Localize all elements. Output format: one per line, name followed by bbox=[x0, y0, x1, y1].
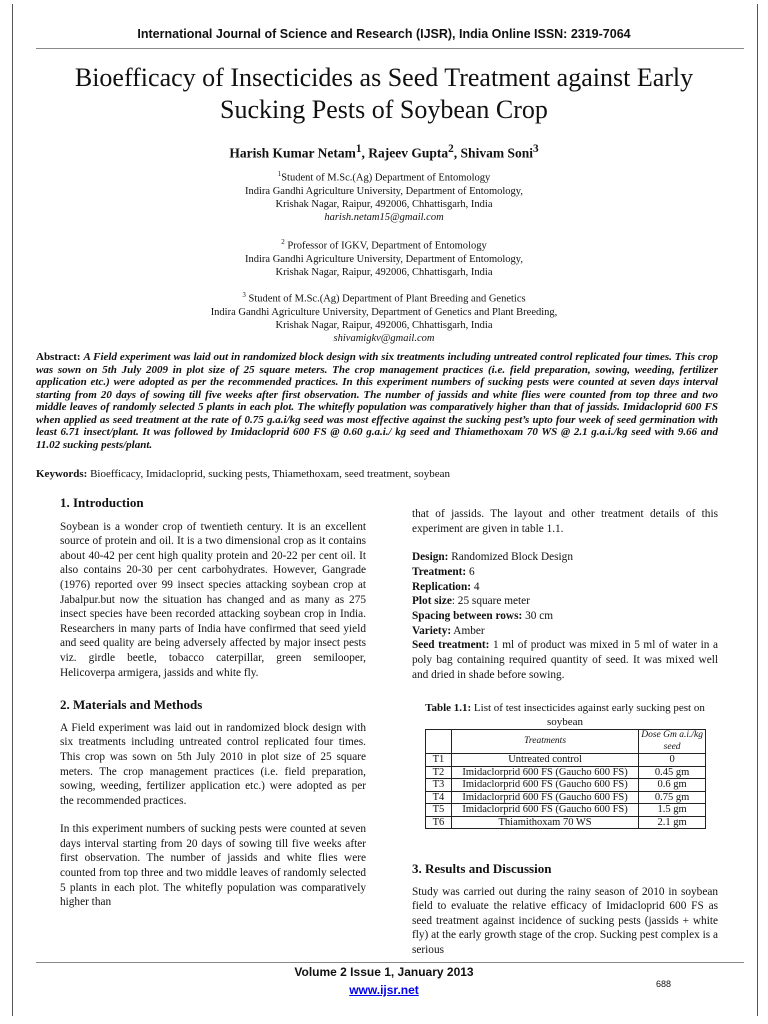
affiliation-2 bbox=[0, 236, 768, 279]
affiliation-line: Krishak Nagar, Raipur, 492006, Chhattisgarh, India bbox=[275, 319, 493, 331]
table-cell: T5 bbox=[426, 804, 452, 817]
table-cell: Imidaclorprid 600 FS (Gaucho 600 FS) bbox=[451, 804, 638, 817]
affiliation-mark: 3 bbox=[242, 291, 246, 299]
section-heading-introduction: 1. Introduction bbox=[60, 495, 144, 510]
detail-label: Variety: bbox=[412, 624, 452, 637]
page-number: 688 bbox=[656, 979, 672, 989]
keywords-label: Keywords: bbox=[36, 468, 88, 480]
detail-value: 4 bbox=[471, 580, 480, 593]
table-cell: T3 bbox=[426, 779, 452, 792]
design-row bbox=[412, 550, 718, 565]
table-row bbox=[426, 791, 706, 804]
seed-treatment-row bbox=[412, 638, 718, 682]
detail-label: Replication: bbox=[412, 580, 471, 593]
affiliation-line: Indira Gandhi Agriculture University, Department of Genetics and Plant Breeding, bbox=[210, 306, 558, 318]
affiliation-line: Student of M.Sc.(Ag) Department of Plant Breeding and Genetics bbox=[248, 293, 526, 305]
plot-size-row bbox=[412, 594, 718, 609]
table-cell: 2.1 gm bbox=[639, 816, 706, 829]
footer-volume: Volume 2 Issue 1, January 2013 bbox=[294, 965, 474, 979]
table-cell: T6 bbox=[426, 816, 452, 829]
left-column bbox=[60, 496, 366, 910]
journal-header: International Journal of Science and Research (IJSR), India Online ISSN: 2319-7064 bbox=[137, 27, 631, 41]
methods-paragraph-2: In this experiment numbers of sucking pests were counted at seven days interval starting from 20 days of sowing till five weeks after first observation. The number of jassids and white flies were counted from top three and two middle leaves of randomly selected 5 plants in each plot. The whitefly population was comparatively higher than bbox=[60, 823, 366, 909]
author-list: Harish Kumar Netam$^1$, Rajeev Gupta$^2$, Shivam Soni$^3$ bbox=[229, 143, 539, 161]
variety-row bbox=[412, 624, 718, 639]
author-affil-mark: 1 bbox=[355, 143, 362, 155]
table-cell: Imidaclorprid 600 FS (Gaucho 600 FS) bbox=[451, 791, 638, 804]
table-cell: Thiamithoxam 70 WS bbox=[451, 816, 638, 829]
results-paragraph: Study was carried out during the rainy season of 2010 in soybean field to evaluate the relative efficacy of Imidacloprid 600 FS as seed treatment against incidence of sucking pests (jassids + white fly) at the early growth stage of the crop. Sucking pest complex is a serious bbox=[412, 885, 718, 956]
design-details bbox=[412, 550, 718, 682]
treatment-row bbox=[412, 565, 718, 580]
affiliation-3 bbox=[0, 289, 768, 345]
author-name: Rajeev Gupta bbox=[368, 145, 449, 161]
table-cell: Imidaclorprid 600 FS (Gaucho 600 FS) bbox=[451, 766, 638, 779]
insecticide-table bbox=[425, 729, 706, 829]
table-header-treatments: Treatments bbox=[451, 730, 638, 754]
methods-paragraph-1: A Field experiment was laid out in randomized block design with six treatments including untreated control replicated four times. This crop was sown on 5th July 2010 in plot size of 25 square meters. The crop management practices (i.e. field preparation, sowing, weeding, fertilizer application etc.) were adopted as per the recommended practices. bbox=[60, 721, 366, 807]
table-header-row bbox=[426, 730, 706, 754]
detail-label: Treatment: bbox=[412, 565, 467, 578]
table-cell: 1.5 gm bbox=[639, 804, 706, 817]
table-caption bbox=[412, 701, 718, 729]
replication-row bbox=[412, 580, 718, 595]
table-header-id bbox=[426, 730, 452, 754]
affiliation-line: Indira Gandhi Agriculture University, Department of Entomology, bbox=[245, 185, 523, 197]
affiliation-1 bbox=[0, 168, 768, 224]
table-cell: Untreated control bbox=[451, 754, 638, 767]
detail-value: Amber bbox=[451, 624, 485, 637]
table-cell: 0.45 gm bbox=[639, 766, 706, 779]
detail-value: 6 bbox=[466, 565, 475, 578]
table-row bbox=[426, 754, 706, 767]
section-heading-methods: 2. Materials and Methods bbox=[60, 697, 203, 713]
detail-label: Spacing between rows: bbox=[412, 610, 523, 622]
detail-value: Randomized Block Design bbox=[448, 551, 573, 564]
table-cell: T4 bbox=[426, 791, 452, 804]
header-divider bbox=[36, 48, 744, 49]
author-name: Shivam Soni bbox=[460, 145, 533, 161]
table-caption-text: List of test insecticides against early sucking pest on soybean bbox=[471, 702, 705, 728]
affiliation-line: Indira Gandhi Agriculture University, Department of Entomology, bbox=[245, 253, 523, 265]
table-row bbox=[426, 766, 706, 779]
table-header-dose: Dose Gm a.i./kg seed bbox=[639, 730, 706, 754]
keywords-text: Bioefficacy, Imidacloprid, sucking pests, Thiamethoxam, seed treatment, soybean bbox=[90, 468, 451, 480]
detail-value: 1 ml of product was mixed in 5 ml of water in a poly bag containing required quantity of seed. It was mixed well and dried in shade before sowing. bbox=[412, 639, 718, 681]
spacing-row bbox=[412, 609, 718, 624]
affiliation-line: Professor of IGKV, Department of Entomology bbox=[287, 240, 487, 252]
author-name: Harish Kumar Netam bbox=[229, 145, 356, 161]
methods-continuation: that of jassids. The layout and other treatment details of this experiment are given in table 1.1. bbox=[412, 508, 718, 535]
paper-title: Bioefficacy of Insecticides as Seed Treatment against Early Sucking Pests of Soybean Crop bbox=[74, 63, 694, 124]
table-cell: 0.75 gm bbox=[639, 791, 706, 804]
abstract-label: Abstract: bbox=[36, 351, 81, 363]
footer-divider bbox=[36, 962, 744, 963]
results-section bbox=[412, 862, 718, 958]
detail-label: Seed treatment: bbox=[412, 639, 490, 652]
detail-label: Design: bbox=[412, 551, 449, 564]
detail-label: Plot size bbox=[412, 595, 452, 608]
table-cell: 0 bbox=[639, 754, 706, 767]
author-affil-mark: 2 bbox=[448, 143, 454, 155]
table-row bbox=[426, 779, 706, 792]
footer-website-link[interactable]: www.ijsr.net bbox=[349, 983, 419, 997]
table-cell: 0.6 gm bbox=[639, 779, 706, 792]
affiliation-line: Krishak Nagar, Raipur, 492006, Chhattisgarh, India bbox=[275, 198, 493, 210]
author-email[interactable]: shivamigkv@gmail.com bbox=[333, 332, 435, 344]
table-cell: T1 bbox=[426, 754, 452, 767]
abstract-text: A Field experiment was laid out in randomized block design with six treatments including untreated control replicated four times. This crop was sown on 5th July 2009 in plot size of 25 square meters. The crop management practices (i.e. field preparation, sowing, weeding, fertilizer application etc.) were adopted as per the recommended practices. In this experiment numbers of sucking pests were counted at seven days interval starting from 20 days of sowing till five weeks after first observation. The number of jassids and white flies were counted from top three and two middle leaves of randomly selected 5 plants in each plot. The whitefly population was comparatively higher than that of jassids. Imidacloprid 600 FS when applied as seed treatment at the rate of 0.75 g.a.i/kg seed was most effective against the sucking pest’s upto four week of seed germination with least 6.71 insect/plant. It was followed by Imidacloprid 600 FS @ 0.60 g.a.i./ kg seed and Thiamethoxam 70 WS @ 2.1 g.a.i./kg seed with 9.66 and 11.02 sucking pests/plant. bbox=[36, 351, 719, 451]
author-email[interactable]: harish.netam15@gmail.com bbox=[324, 211, 444, 223]
right-column bbox=[412, 507, 718, 683]
affiliation-line: Krishak Nagar, Raipur, 492006, Chhattisgarh, India bbox=[275, 266, 493, 278]
affiliation-mark: 1 bbox=[277, 170, 282, 178]
detail-value: 30 cm bbox=[522, 610, 553, 622]
table-row bbox=[426, 804, 706, 817]
table-row bbox=[426, 816, 706, 829]
table-caption-label: Table 1.1: bbox=[425, 702, 472, 714]
keywords bbox=[36, 468, 718, 480]
table-cell: T2 bbox=[426, 766, 452, 779]
table-cell: Imidaclorprid 600 FS (Gaucho 600 FS) bbox=[451, 779, 638, 792]
author-affil-mark: 3 bbox=[532, 143, 539, 155]
section-heading-results: 3. Results and Discussion bbox=[412, 861, 552, 876]
introduction-paragraph: Soybean is a wonder crop of twentieth century. It is an excellent source of protein and oil. It is a two dimensional crop as it contains about 40-42 per cent high quality protein and 20-22 per cent oil. It also contains 20-30 per cent carbohydrates. However, Gangrade (1976) reported over 99 insect species attacking soybean crop at Jabalpur.but now the situation has changed and as many as 275 insect species have been recorded attacking soybean crop in India. Researchers in many parts of India have confirmed that seed yield and seed quality are being adversely affected by major insect pests viz. girdle beetle, tobacco caterpillar, green semilooper, Helicoverpa armigera, jassids and white fly. bbox=[60, 520, 366, 679]
affiliation-mark: 2 bbox=[281, 238, 285, 246]
detail-value: : 25 square meter bbox=[451, 595, 530, 608]
abstract bbox=[36, 351, 718, 451]
affiliation-line: Student of M.Sc.(Ag) Department of Entomology bbox=[281, 172, 491, 184]
